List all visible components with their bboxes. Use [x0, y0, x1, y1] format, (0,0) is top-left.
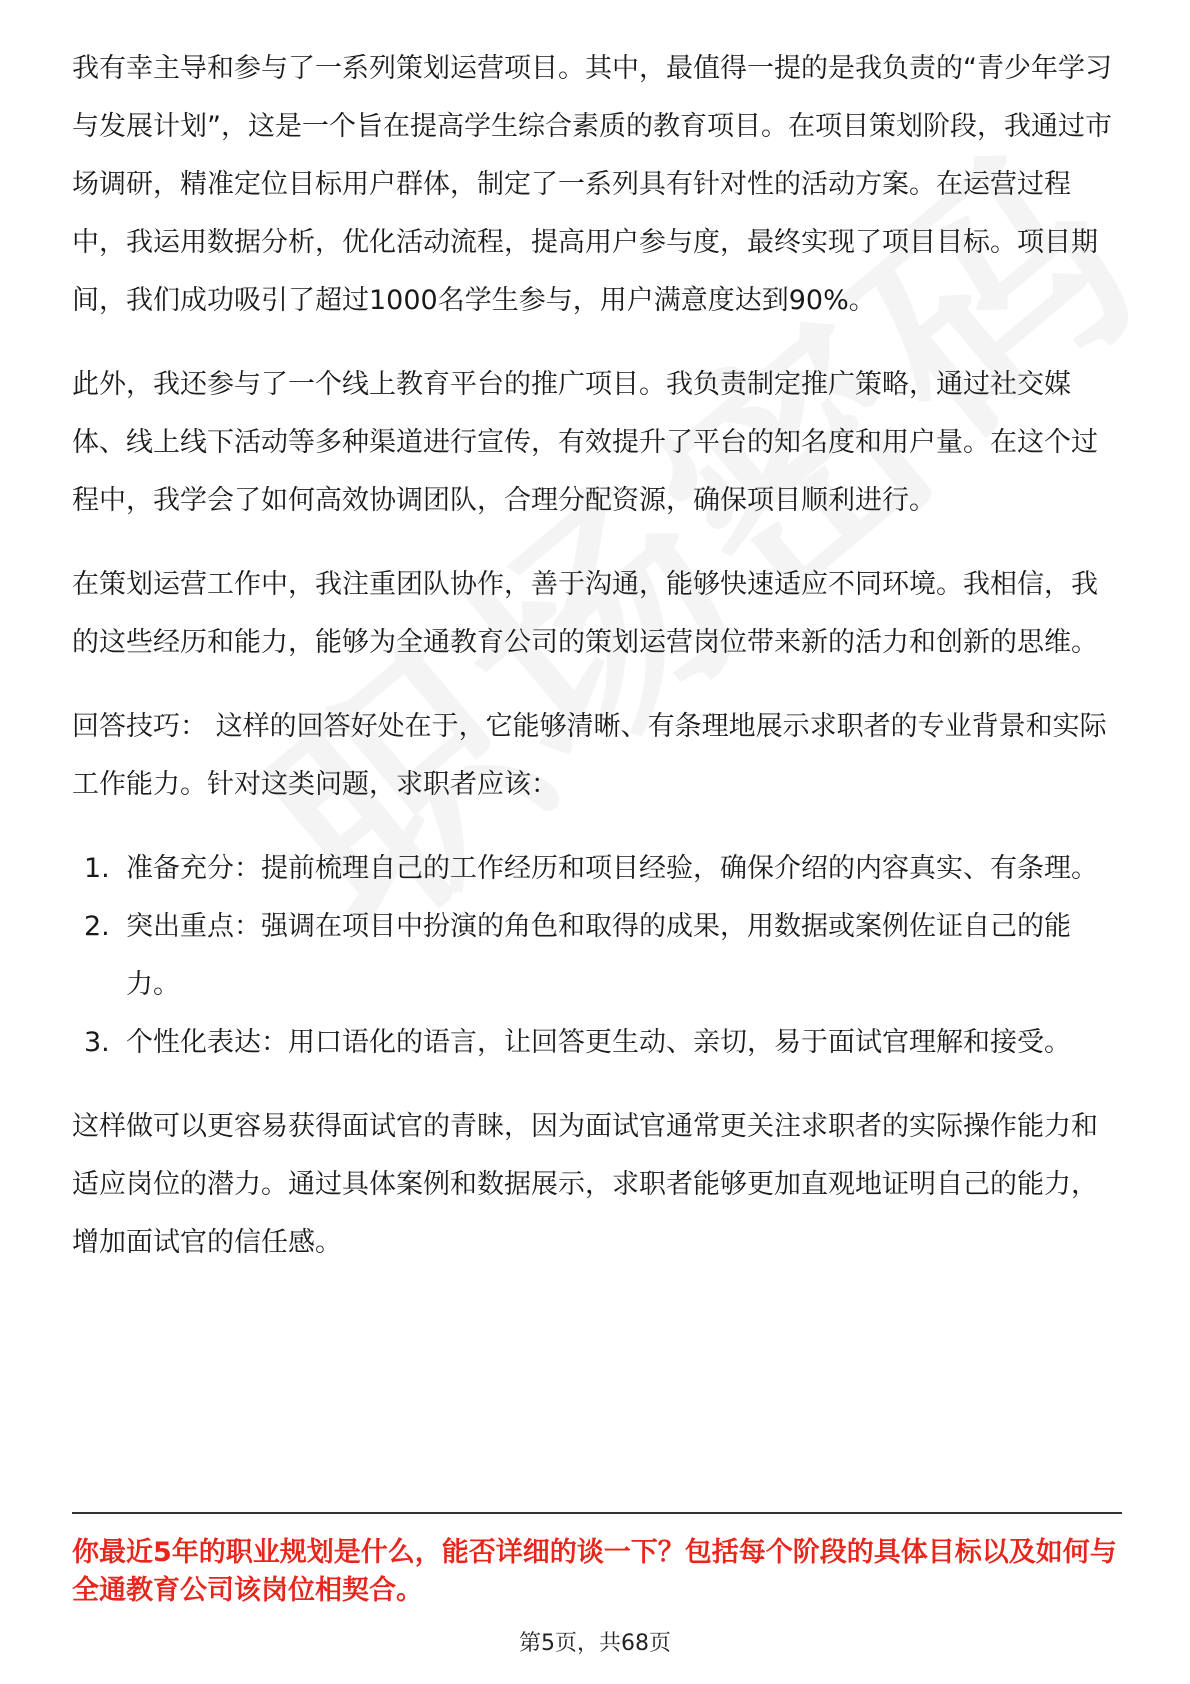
list-item [72, 1014, 1122, 1072]
list-number: 3. [84, 1027, 110, 1058]
list-number: 2. [84, 911, 110, 942]
list-number: 1. [84, 853, 110, 884]
paragraph-project-experience: 我有幸主导和参与了一系列策划运营项目。其中，最值得一提的是我负责的“青少年学习与发展计划”，这是一个旨在提高学生综合素质的教育项目。在项目策划阶段，我通过市场调研，精准定位目标用户群体，制定了一系列具有针对性的活动方案。在运营过程中，我运用数据分析，优化活动流程，提高用户参与度，最终实现了项目目标。项目期间，我们成功吸引了超过1000名学生参与，用户满意度达到90%。 [72, 53, 1112, 316]
paragraph-closing: 这样做可以更容易获得面试官的青睐，因为面试官通常更关注求职者的实际操作能力和适应岗位的潜力。通过具体案例和数据展示，求职者能够更加直观地证明自己的能力，增加面试官的信任感。 [72, 1111, 1098, 1258]
paragraph-answer-tips: 回答技巧： 这样的回答好处在于，它能够清晰、有条理地展示求职者的专业背景和实际工作能力。针对这类问题，求职者应该： [72, 711, 1107, 800]
list-item-text: 准备充分：提前梳理自己的工作经历和项目经验，确保介绍的内容真实、有条理。 [126, 853, 1098, 884]
paragraph-promotion-project: 此外，我还参与了一个线上教育平台的推广项目。我负责制定推广策略，通过社交媒体、线上线下活动等多种渠道进行宣传，有效提升了平台的知名度和用户量。在这个过程中，我学会了如何高效协调团队，合理分配资源，确保项目顺利进行。 [72, 369, 1098, 516]
next-question-heading: 你最近5年的职业规划是什么，能否详细的谈一下？包括每个阶段的具体目标以及如何与全通教育公司该岗位相契合。 [72, 1537, 1117, 1606]
list-item [72, 898, 1122, 1014]
list-item-text: 突出重点：强调在项目中扮演的角色和取得的成果，用数据或案例佐证自己的能力。 [126, 911, 1071, 1000]
tips-list [72, 840, 1122, 1072]
list-item-text: 个性化表达：用口语化的语言，让回答更生动、亲切，易于面试官理解和接受。 [126, 1027, 1071, 1058]
paragraph-teamwork: 在策划运营工作中，我注重团队协作，善于沟通，能够快速适应不同环境。我相信，我的这些经历和能力，能够为全通教育公司的策划运营岗位带来新的活力和创新的思维。 [72, 569, 1098, 658]
list-item [72, 840, 1122, 898]
section-divider [72, 1512, 1122, 1514]
document-body [72, 40, 1122, 1298]
page-number: 第5页，共68页 [519, 1631, 671, 1656]
